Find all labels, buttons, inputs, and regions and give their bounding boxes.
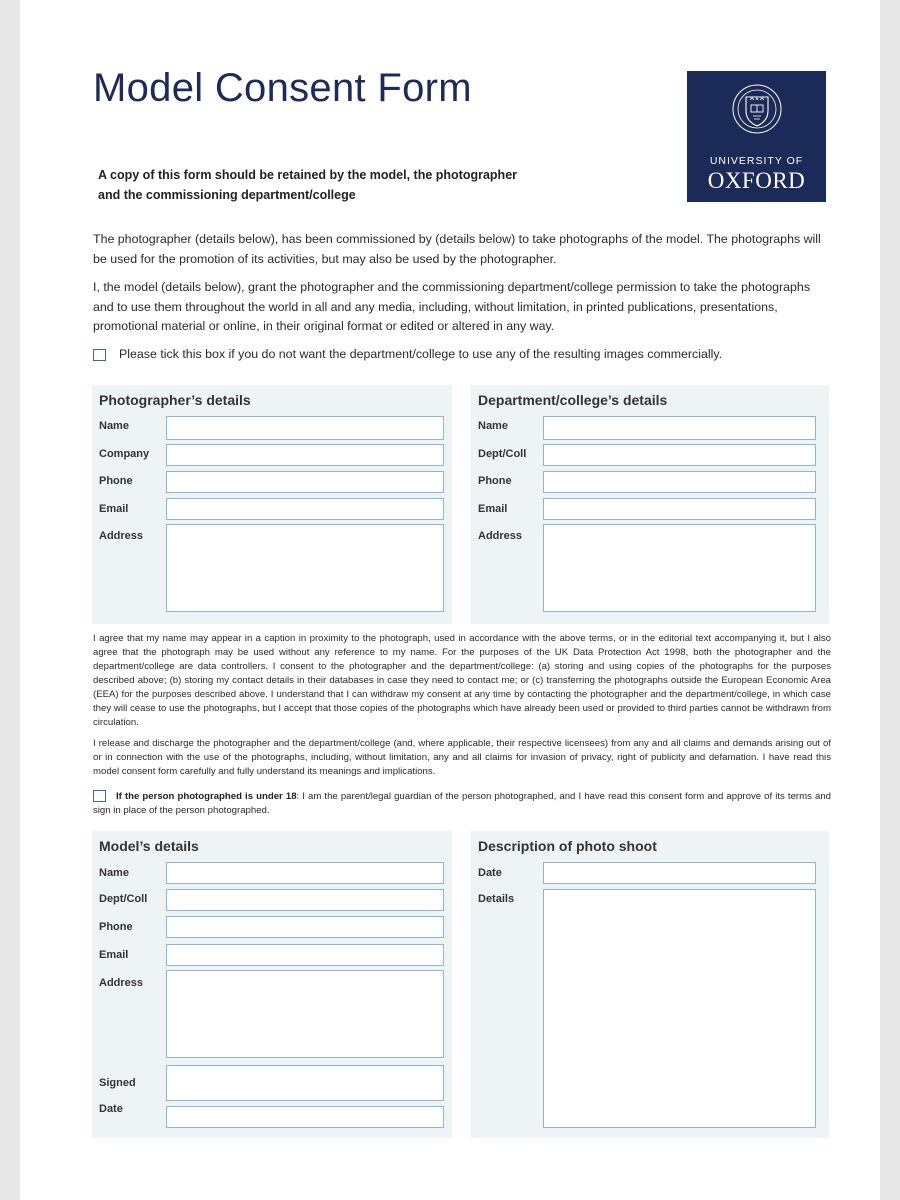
photographer-company-field[interactable] <box>166 444 444 466</box>
photographer-address-label: Address <box>99 530 144 542</box>
department-address-field[interactable] <box>543 524 816 612</box>
model-address-label: Address <box>99 977 144 989</box>
photographer-phone-field[interactable] <box>166 471 444 493</box>
model-signature-field[interactable] <box>166 1065 444 1101</box>
photographer-details-panel <box>92 385 452 624</box>
shoot-date-field[interactable] <box>543 862 816 884</box>
department-deptcoll-label: Dept/Coll <box>478 448 527 460</box>
model-signed-label: Signed <box>99 1077 136 1089</box>
department-name-field[interactable] <box>543 416 816 440</box>
model-date-field[interactable] <box>166 1106 444 1128</box>
university-logo <box>687 71 826 202</box>
under-18-statement <box>93 790 831 818</box>
retention-note: A copy of this form should be retained by the model, the photographer and the commissioning department/college <box>98 168 518 202</box>
model-address-field[interactable] <box>166 970 444 1058</box>
photo-shoot-title: Description of photo shoot <box>478 838 657 854</box>
shoot-date-label: Date <box>478 867 502 879</box>
photographer-address-field[interactable] <box>166 524 444 612</box>
commercial-use-label: Please tick this box if you do not want the department/college to use any of the resulting images commercially. <box>119 347 723 361</box>
logo-oxford: OXFORD <box>707 168 806 193</box>
photographer-email-label: Email <box>99 503 129 515</box>
photographer-name-field[interactable] <box>166 416 444 440</box>
photographer-name-label: Name <box>99 420 129 432</box>
model-name-label: Name <box>99 867 129 879</box>
department-email-label: Email <box>478 503 508 515</box>
photo-shoot-panel <box>471 831 829 1138</box>
form-page <box>20 0 880 1200</box>
department-phone-field[interactable] <box>543 471 816 493</box>
model-name-field[interactable] <box>166 862 444 884</box>
model-phone-field[interactable] <box>166 916 444 938</box>
model-date-label: Date <box>99 1103 123 1115</box>
model-details-title: Model’s details <box>99 838 199 854</box>
department-address-label: Address <box>478 530 523 542</box>
photographer-company-label: Company <box>99 448 150 460</box>
department-email-field[interactable] <box>543 498 816 520</box>
oxford-crest-icon <box>731 79 783 143</box>
department-phone-label: Phone <box>478 475 512 487</box>
terms-paragraph-2: I release and discharge the photographer and the department/college (and, where applicable, their respective licensees) from any and all claims and demands arising out of or in connection with the use of the photographs, including, without limitation, any and all claims for invasion of privacy, right of publicity and defamation. I have read this model consent form carefully and fully understand its meanings and implications. <box>93 738 831 777</box>
department-deptcoll-field[interactable] <box>543 444 816 466</box>
photographer-email-field[interactable] <box>166 498 444 520</box>
photographer-details-title: Photographer’s details <box>99 392 251 408</box>
department-details-title: Department/college’s details <box>478 392 668 408</box>
shoot-details-label: Details <box>478 893 515 905</box>
model-deptcoll-label: Dept/Coll <box>99 893 148 905</box>
under-18-heading: If the person photographed is under 18 <box>116 791 297 802</box>
model-email-label: Email <box>99 949 129 961</box>
intro-paragraph-1: The photographer (details below), has been commissioned by (details below) to take photographs of the model. The photographs will be used for the promotion of its activities, but may also be used by the photographer. <box>93 232 821 266</box>
model-phone-label: Phone <box>99 921 133 933</box>
model-details-panel <box>92 831 452 1138</box>
under-18-text: : I am the parent/legal guardian of the person photographed, and I have read this consent form and approve of its terms and sign in place of the person photographed. <box>93 791 831 816</box>
model-email-field[interactable] <box>166 944 444 966</box>
commercial-use-checkbox[interactable] <box>93 349 106 361</box>
department-details-panel <box>471 385 829 624</box>
shoot-details-field[interactable] <box>543 889 816 1128</box>
photographer-phone-label: Phone <box>99 475 133 487</box>
intro-paragraph-2: I, the model (details below), grant the photographer and the commissioning department/college permission to take the photographs and to use them throughout the world in all and any media, including, without limitation, in printed publications, presentations, promotional material or online, in their original format or edited or altered in any way. <box>93 280 811 333</box>
terms-paragraph-1: I agree that my name may appear in a caption in proximity to the photograph, used in accordance with the above terms, or in the editorial text accompanying it, but I also agree that the photograph may be used without any reference to my name. For the purposes of the UK Data Protection Act 1998, both the photographer and the department/college are data controllers. I consent to the photographer and the department/college: (a) storing and using copies of the photographs for the purposes described above; (b) storing my contact details in their databases in case they need to contact me; or (c) transferring the photographs outside the European Economic Area (EEA) for the purposes described above. I understand that I can withdraw my consent at any time by contacting the photographer and the department/college, in which case they will cease to use the photographs, but I accept that those copies of the photographs which have already been used or provided to third parties cannot be withdrawn from circulation. <box>93 633 831 728</box>
model-deptcoll-field[interactable] <box>166 889 444 911</box>
logo-university-of: UNIVERSITY OF <box>709 155 804 167</box>
page-title: Model Consent Form <box>93 66 472 110</box>
department-name-label: Name <box>478 420 508 432</box>
